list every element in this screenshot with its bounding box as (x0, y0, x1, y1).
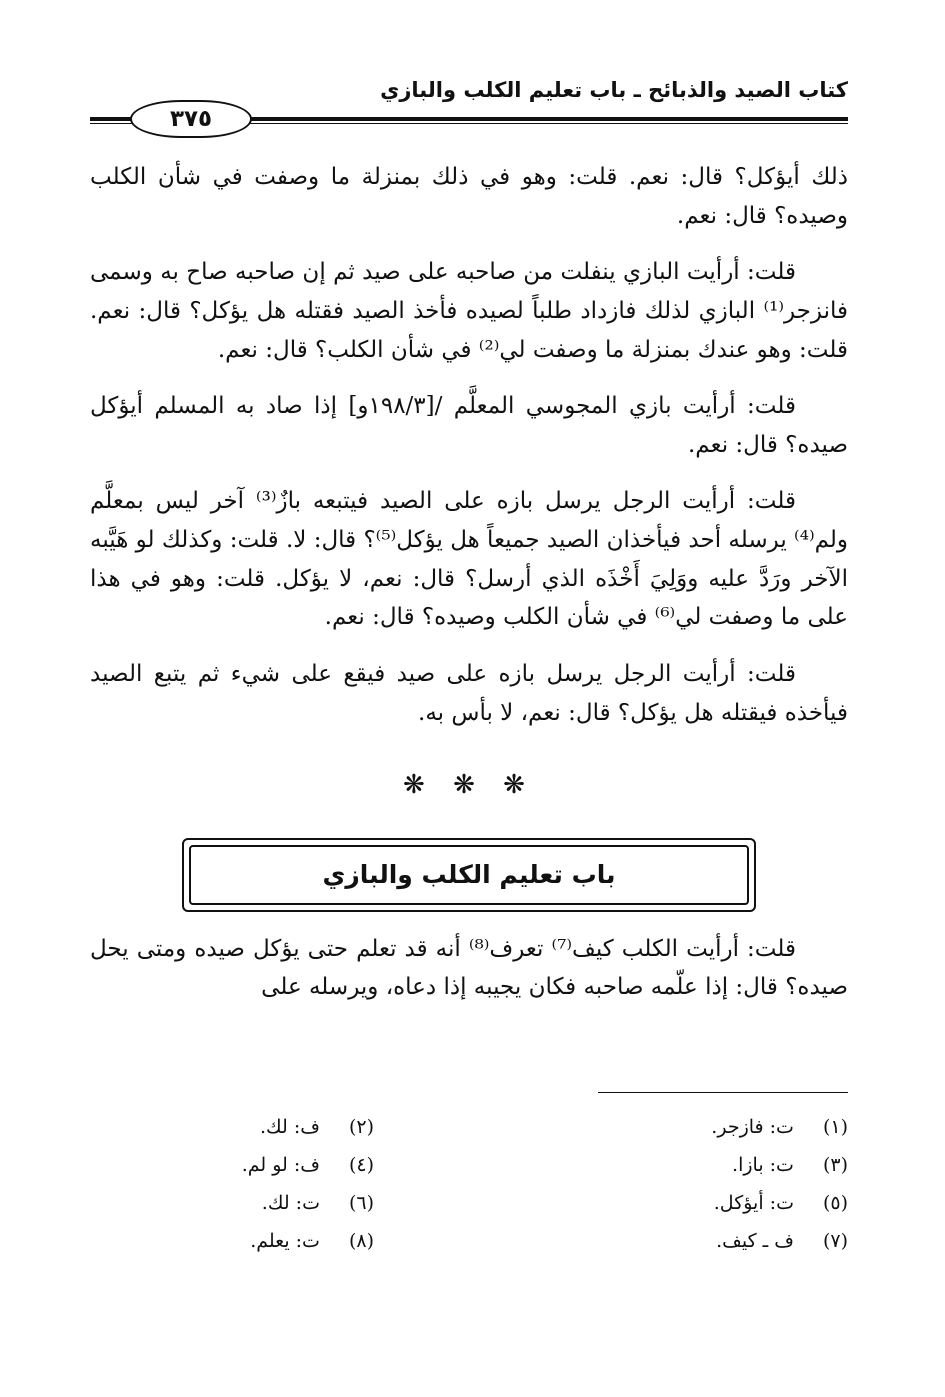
paragraph: قلت: أرأيت الكلب كيف⁽⁷⁾ تعرف⁽⁸⁾ أنه قد تعلم حتى يؤكل صيده ومتى يحل صيده؟ قال: إذا علّمه صاحبه فكان يجيبه إذا دعاه، ويرسله على (90, 935, 848, 1001)
footnotes (90, 1108, 848, 1260)
paragraph: قلت: أرأيت الرجل يرسل بازه على الصيد فيتبعه بازٌ⁽³⁾ آخر ليس بمعلَّم ولم⁽⁴⁾ يرسله أحد فيأخذان الصيد جميعاً هل يؤكل⁽⁵⁾؟ قال: لا. قلت: وكذلك لو هَيَّبه الآخر ورَدَّ عليه ووَلِيَ أَخْذَه الذي أرسل؟ قال: نعم، لا يؤكل. قلت: وهو في هذا على ما وصفت لي⁽⁶⁾ في شأن الكلب وصيده؟ قال: نعم. (90, 488, 849, 631)
paragraph: ذلك أيؤكل؟ قال: نعم. قلت: وهو في ذلك بمنزلة ما وصفت في شأن الكلب وصيده؟ قال: نعم. (90, 164, 848, 229)
paragraph: قلت: أرأيت الرجل يرسل بازه على صيد فيقع على شيء ثم يتبع الصيد فيأخذه فيقتله هل يؤكل؟ قال: نعم، لا بأس به. (90, 660, 848, 726)
footnote: (٧) ف ـ كيف. (716, 1230, 848, 1252)
footnote: (١) ت: فازجر. (711, 1116, 848, 1138)
footnote: (٣) ت: بازا. (732, 1154, 848, 1176)
footnote-separator (598, 1092, 848, 1093)
section-separator: ❋ ❋ ❋ (403, 770, 535, 801)
paragraph: قلت: أرأيت البازي ينفلت من صاحبه على صيد ثم إن صاحبه صاح به وسمى فانزجر⁽¹⁾ البازي لذلك فازداد طلباً لصيده فأخذ الصيد فقتله هل يؤكل؟ قال: نعم. قلت: وهو عندك بمنزلة ما وصفت لي⁽²⁾ في شأن الكلب؟ قال: نعم. (90, 259, 848, 363)
running-title: كتاب الصيد والذبائح ـ باب تعليم الكلب والبازي (380, 78, 848, 102)
footnote: (٤) ف: لو لم. (241, 1154, 374, 1176)
footnote-area (90, 0, 848, 1397)
page-number: ٣٧٥ (130, 100, 252, 138)
chapter-title: باب تعليم الكلب والبازي (189, 845, 749, 905)
footnote: (٨) ت: يعلم. (250, 1230, 374, 1252)
footnote: (٥) ت: أيؤكل. (713, 1192, 848, 1214)
paragraph: قلت: أرأيت بازي المجوسي المعلَّم /[١٩٨/٣و] إذا صاد به المسلم أيؤكل صيده؟ قال: نعم. (90, 393, 848, 458)
footnote: (٦) ت: لك. (261, 1192, 374, 1214)
footnote: (٢) ف: لك. (259, 1116, 374, 1138)
